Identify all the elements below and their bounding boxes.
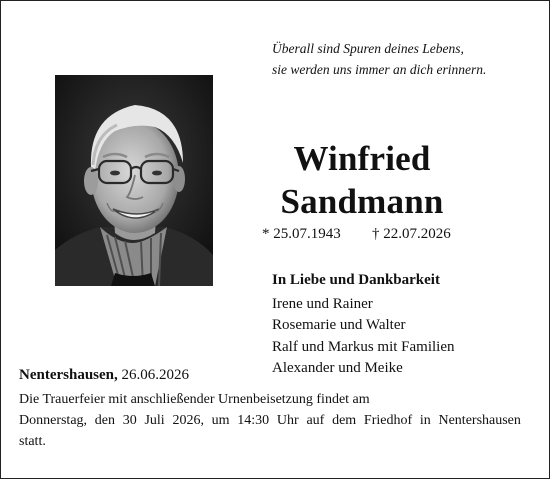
mourner-name: Alexander und Meike	[272, 360, 403, 376]
notice-word: Juli	[144, 413, 165, 428]
death-date: † 22.07.2026	[372, 226, 451, 242]
notice-word: um	[211, 413, 230, 428]
deceased-name	[262, 137, 462, 223]
mourners-heading: In Liebe und Dankbarkeit	[272, 272, 440, 288]
mourner-name: Ralf und Markus mit Familien	[272, 338, 455, 355]
notice-word: 14:30	[237, 413, 270, 428]
birth-date: * 25.07.1943	[262, 226, 341, 242]
life-dates	[262, 226, 522, 243]
notice-word: auf	[306, 413, 325, 428]
portrait-photo	[55, 75, 213, 286]
last-name: Sandmann	[280, 182, 444, 221]
memorial-quote	[272, 38, 542, 80]
notice-word: Uhr	[276, 413, 299, 428]
funeral-notice	[19, 389, 521, 452]
quote-line-1: Überall sind Spuren deines Lebens,	[272, 41, 464, 56]
notice-word: Friedhof	[363, 413, 413, 428]
first-name: Winfried	[293, 139, 431, 178]
mourners-block	[272, 270, 542, 380]
mourner-name: Rosemarie und Walter	[272, 317, 406, 333]
notice-word: dem	[332, 413, 357, 428]
notice-line-1: Die Trauerfeier mit anschließender Urnenbeisetzung findet am	[19, 392, 370, 407]
quote-line-2: sie werden uns immer an dich erinnern.	[272, 62, 487, 77]
place-date	[19, 367, 189, 384]
place: Nentershausen,	[19, 367, 118, 383]
notice-word: in	[419, 413, 431, 428]
notice-word: Donnerstag,	[19, 413, 88, 428]
date: 26.06.2026	[121, 367, 190, 383]
notice-word: Nentershausen	[438, 413, 521, 428]
notice-line-2	[19, 410, 521, 431]
notice-word: 30	[122, 413, 137, 428]
notice-word: den	[94, 413, 115, 428]
notice-word: 2026,	[172, 413, 204, 428]
notice-line-3: statt.	[19, 434, 46, 449]
mourner-name: Irene und Rainer	[272, 295, 373, 312]
